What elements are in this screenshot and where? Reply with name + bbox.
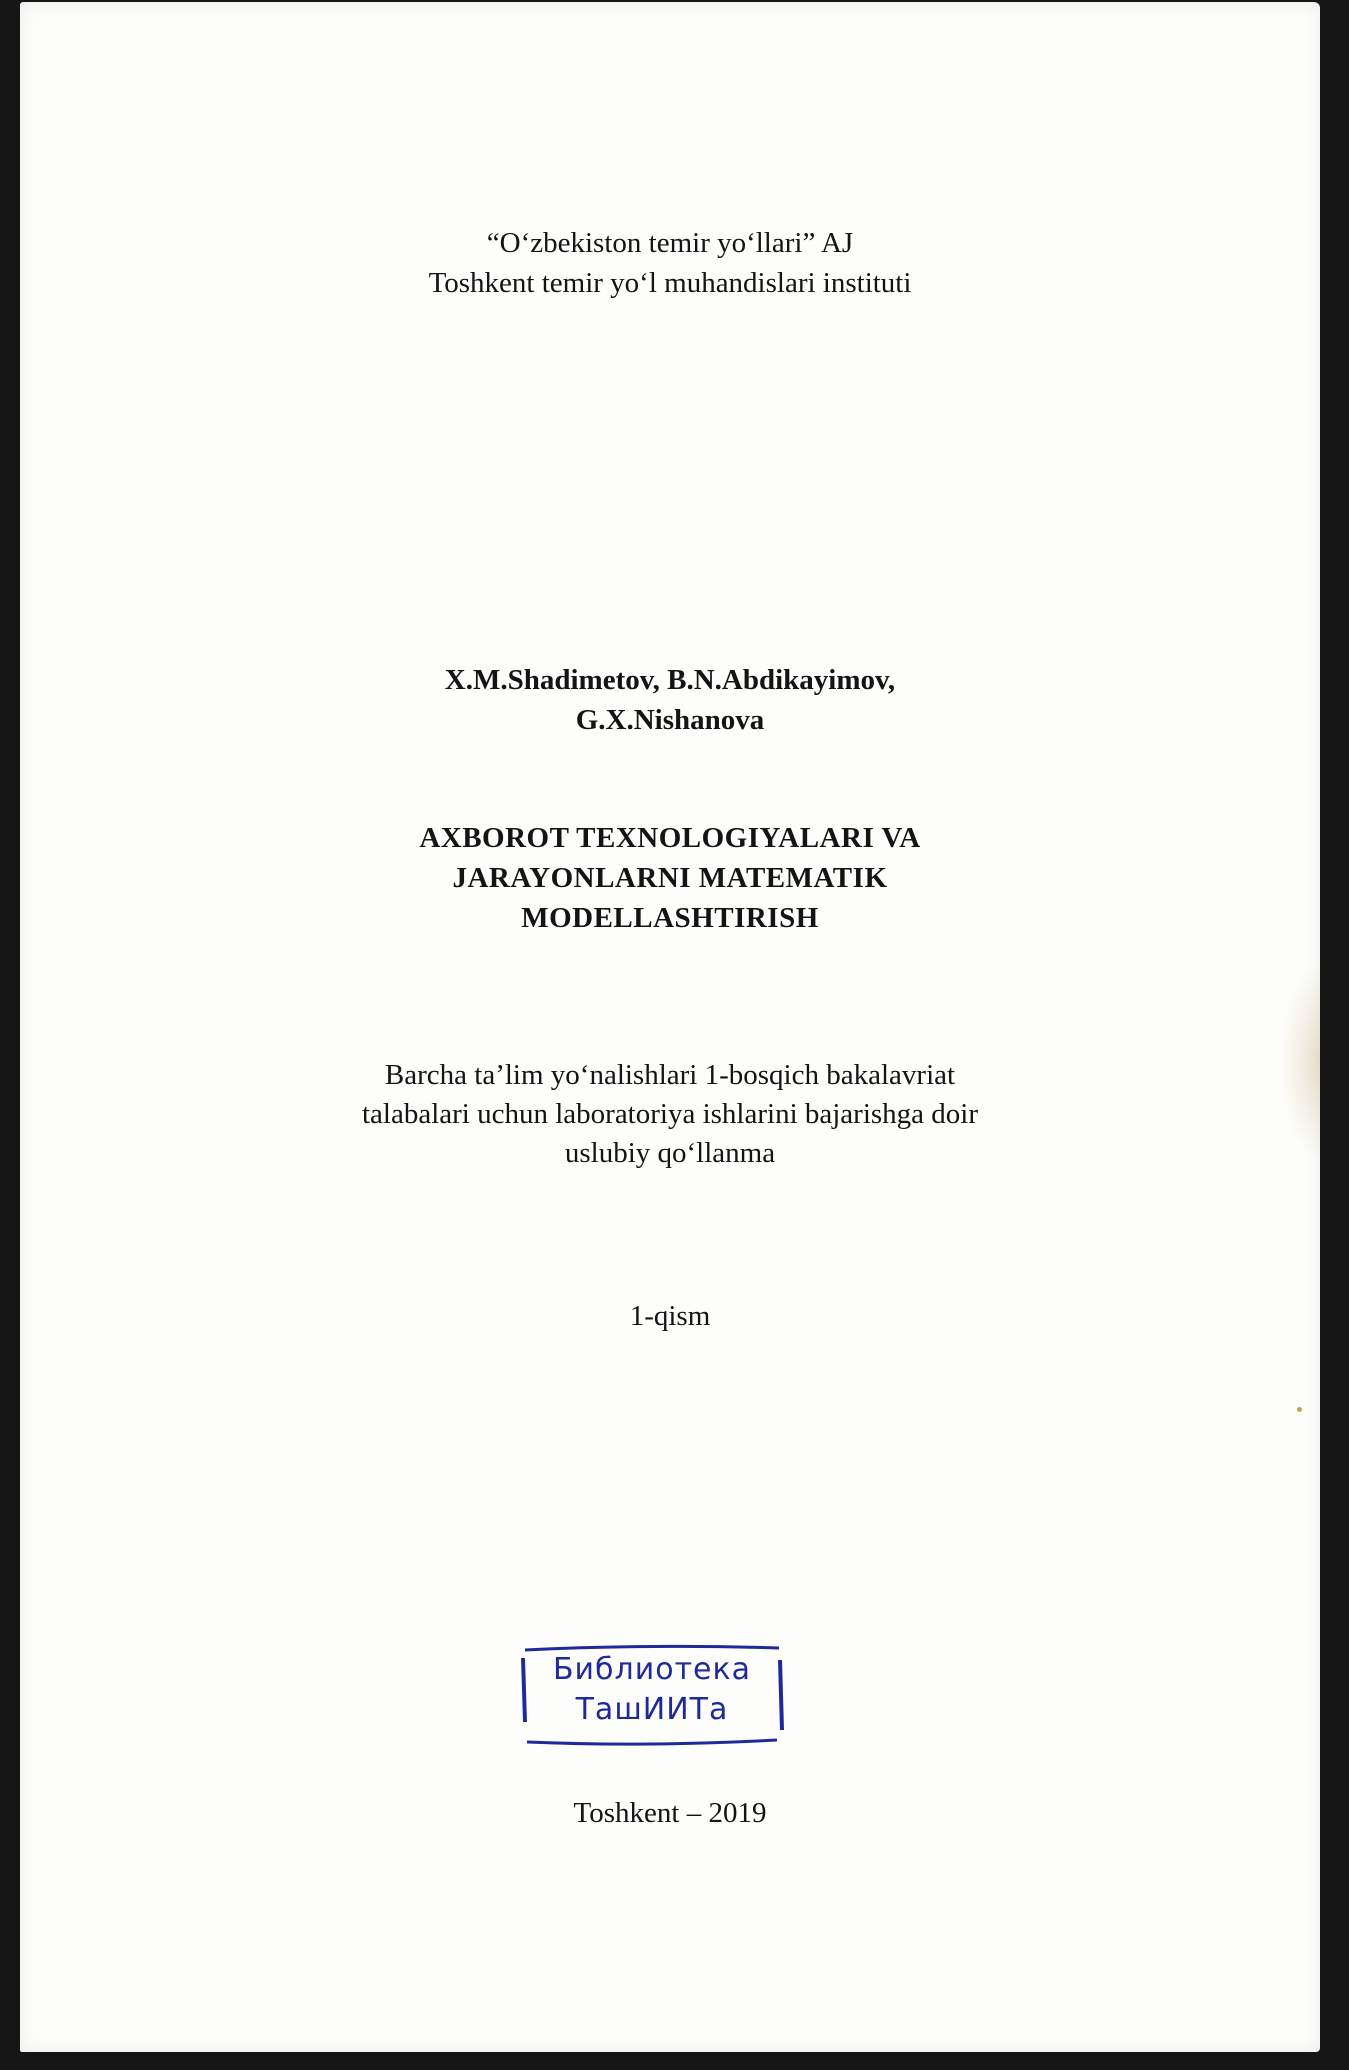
place-year: Toshkent – 2019 [573, 1797, 767, 1829]
description-line-2: talabalari uchun laboratoriya ishlarini bajarishga doir [361, 1098, 979, 1130]
description-line-1: Barcha ta’lim yo‘nalishlari 1-bosqich bakalavriat [384, 1059, 956, 1091]
stamp-line-1: Библиотека [552, 1652, 752, 1687]
library-stamp [507, 1630, 797, 1760]
book-title-line-2: JARAYONLARNI MATEMATIK [452, 862, 888, 894]
document-page [20, 2, 1320, 2052]
paper-speck [1297, 1407, 1302, 1412]
authors-line-2: G.X.Nishanova [575, 704, 765, 736]
institute-line: Toshkent temir yo‘l muhandislari instituti [428, 267, 912, 299]
book-title-line-3: MODELLASHTIRISH [521, 902, 819, 934]
description-line-3: uslubiy qo‘llanma [564, 1137, 776, 1169]
book-title-line-1: AXBOROT TEXNOLOGIYALARI VA [419, 822, 921, 854]
part-label: 1-qism [629, 1300, 711, 1332]
stamp-line-2: ТашИИТа [575, 1692, 729, 1727]
authors-line-1: X.M.Shadimetov, B.N.Abdikayimov, [444, 664, 896, 696]
organization-line: “O‘zbekiston temir yo‘llari” AJ [486, 227, 854, 259]
